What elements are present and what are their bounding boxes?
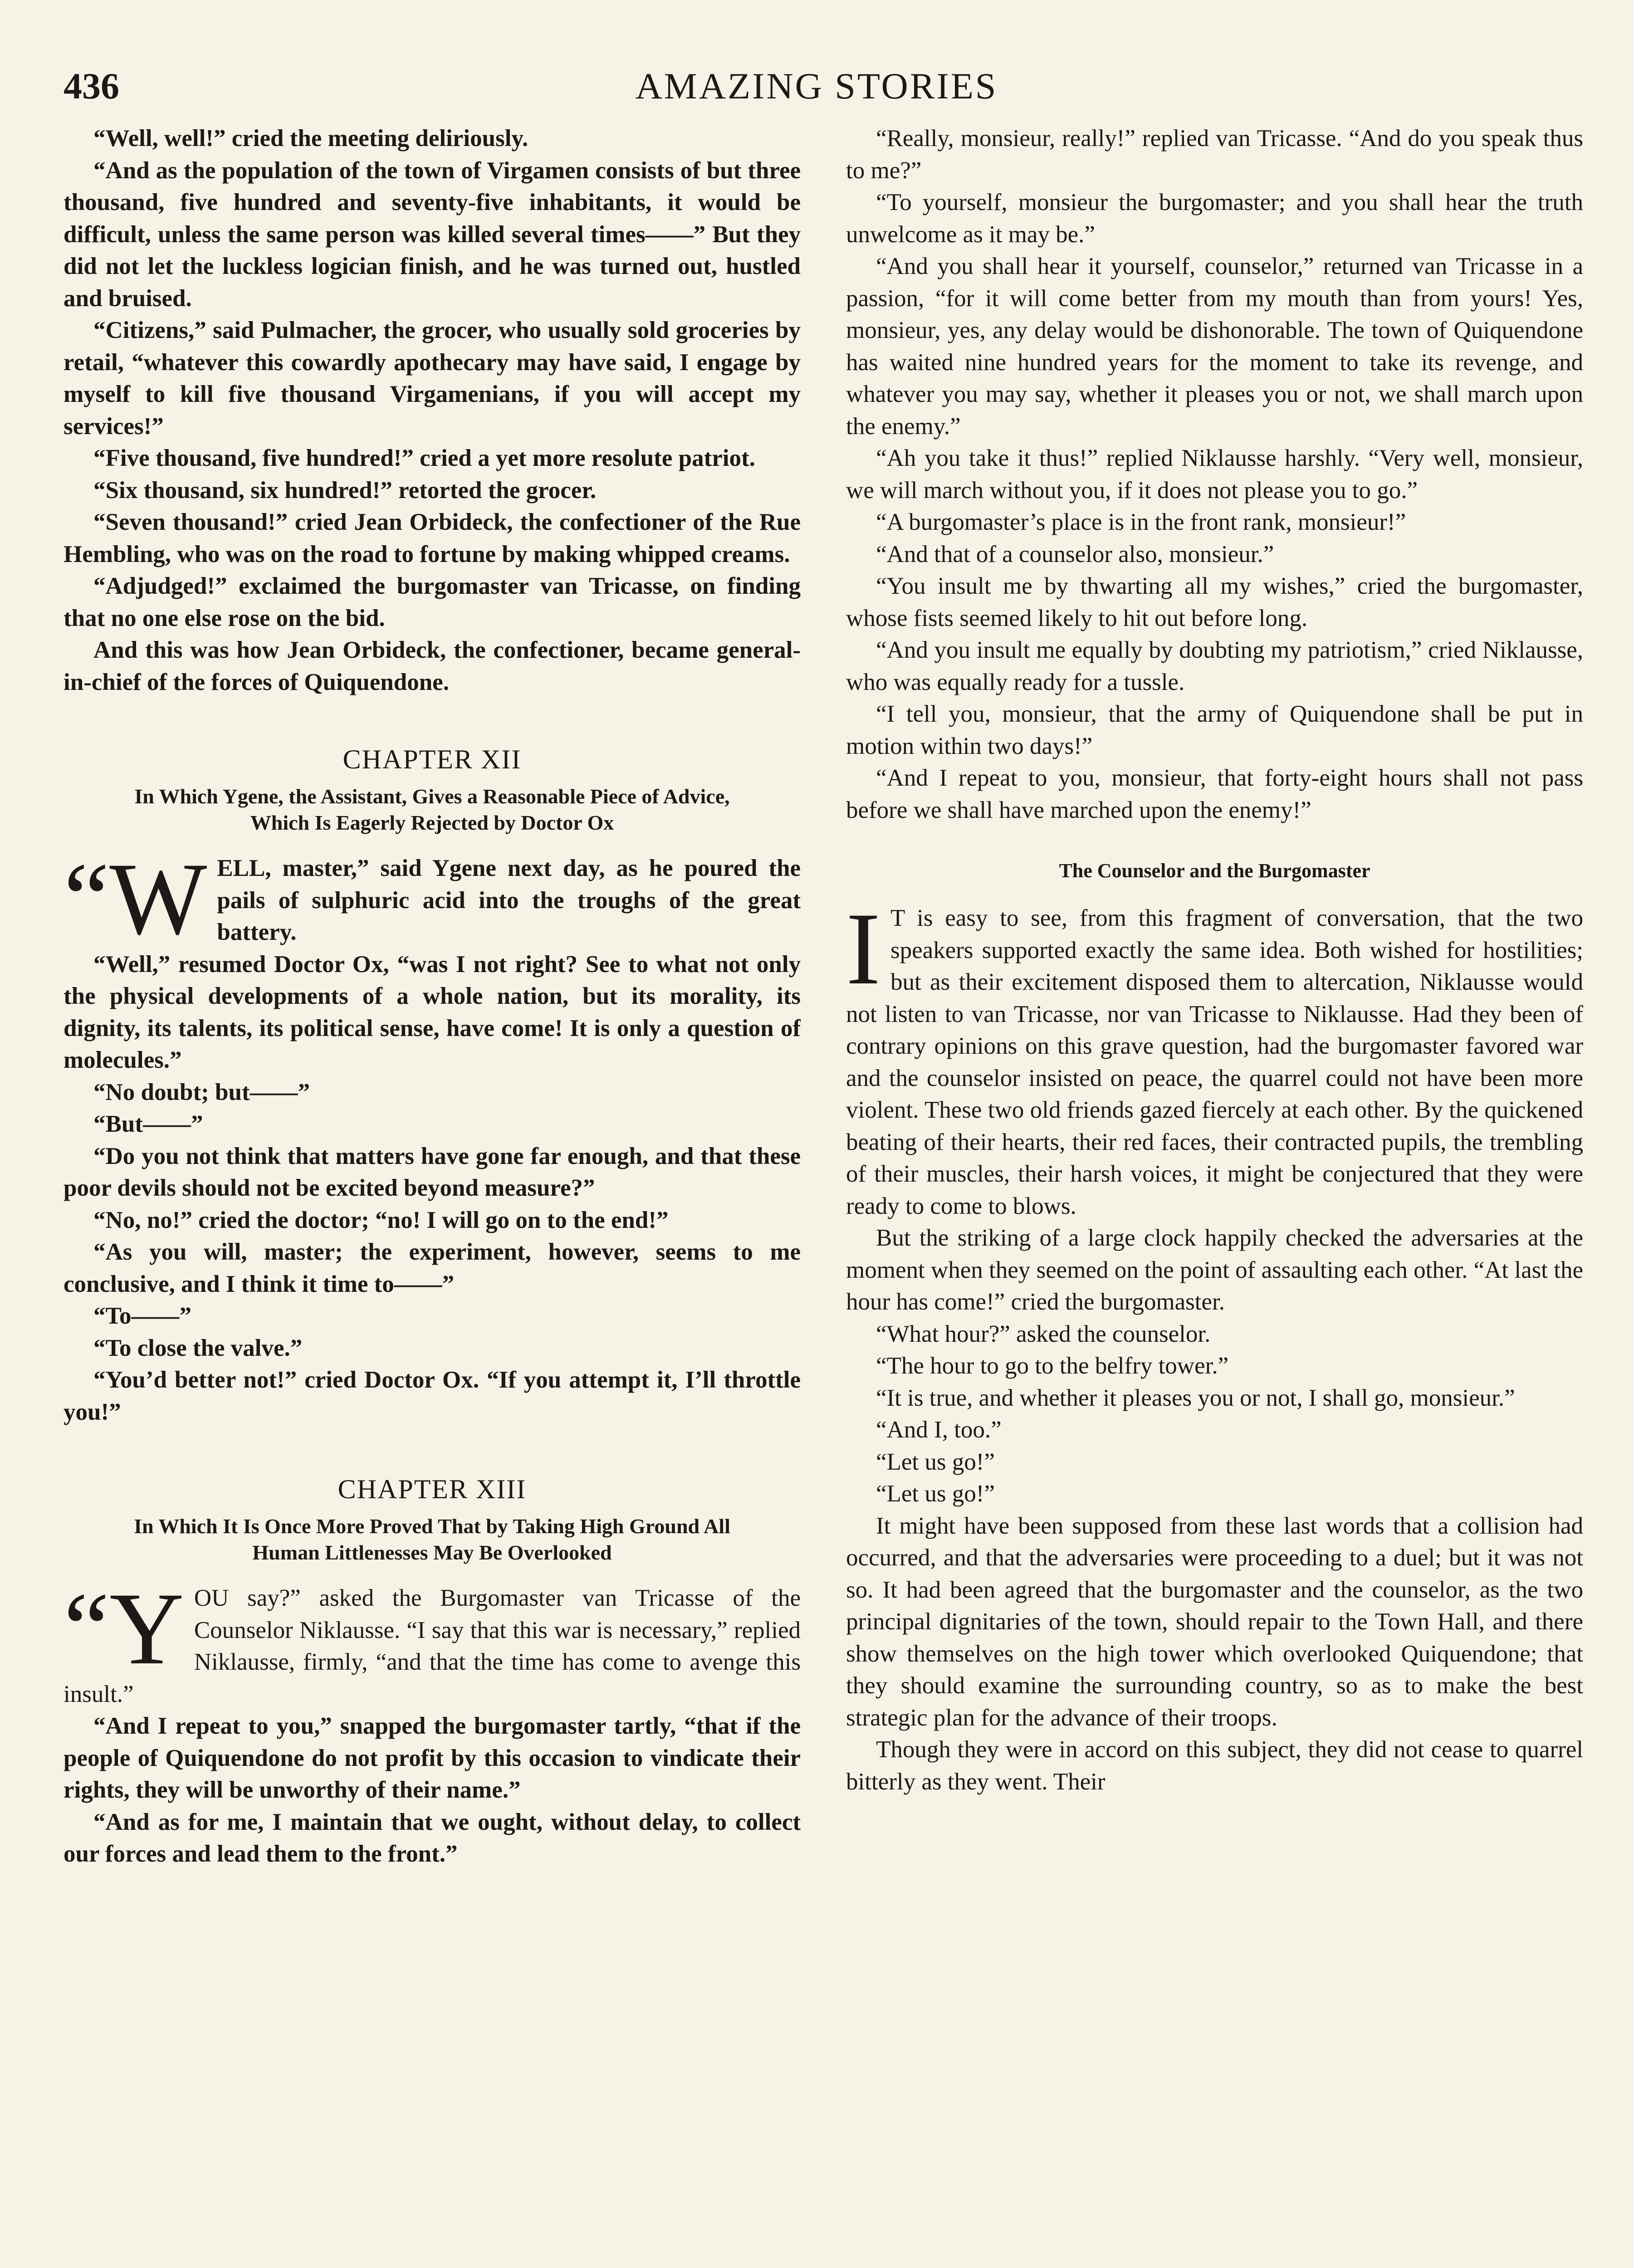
paragraph: “Ah you take it thus!” replied Niklausse harshly. “Very well, monsieur, we will march without you, if it does not please you to go.” — [846, 445, 1583, 503]
paragraph: “The hour to go to the belfry tower.” — [876, 1353, 1229, 1379]
paragraph-dropcap — [64, 842, 801, 956]
paragraph: “Well, well!” cried the meeting deliriously. — [93, 125, 528, 152]
page-number: 436 — [64, 65, 119, 107]
paragraph: Though they were in accord on this subject, they did not cease to quarrel bitterly as they went. Their — [846, 1736, 1583, 1795]
paragraph: “And as the population of the town of Virgamen consists of but three thousand, five hundred and seventy-five inhabitants, it would be difficult, unless the same person was killed several times——” But they did not let the luckless logician finish, and he was turned out, hustled and bruised. — [64, 157, 801, 312]
page-header — [50, 50, 1583, 122]
paragraph-text: OU say?” asked the Burgomaster van Tricasse of the Counselor Niklausse. “I say that this war is necessary,” replied Niklausse, firmly, “and that the time has come to avenge this insult.” — [64, 1585, 801, 1707]
paragraph: “You’d better not!” cried Doctor Ox. “If you attempt it, I’ll throttle you!” — [64, 1367, 801, 1425]
paragraph: “To close the valve.” — [93, 1334, 303, 1361]
paragraph: “Five thousand, five hundred!” cried a yet more resolute patriot. — [93, 445, 755, 471]
paragraph: “Do you not think that matters have gone far enough, and that these poor devils should not be excited beyond measure?” — [64, 1143, 801, 1201]
paragraph-text: T is easy to see, from this fragment of conversation, that the two speakers supported exactly the same idea. Both wished for hostilities; but as their excitement disposed them to altercation, Niklausse would not listen to van Tricasse, nor van Tricasse to Niklausse. Had they been of contrary opinions on this grave question, had the burgomaster favored war and the counselor insisted on peace, the quarrel could not have been more violent. These two old friends gazed fiercely at each other. By the quickened beating of their hearts, their red faces, their contracted pupils, the trembling of their muscles, their harsh voices, it might be conjectured that they were ready to come to blows. — [846, 905, 1583, 1219]
paragraph: “And I repeat to you, monsieur, that forty-eight hours shall not pass before we shall have marched upon the enemy!” — [846, 765, 1583, 823]
paragraph: “And I repeat to you,” snapped the burgomaster tartly, “that if the people of Quiquendone do not profit by this occasion to vindicate their rights, they will be unworthy of their name.” — [64, 1713, 801, 1803]
paragraph: “And as for me, I maintain that we ought, without delay, to collect our forces and lead them to the front.” — [64, 1809, 801, 1867]
paragraph-text: ELL, master,” said Ygene next day, as he poured the pails of sulphuric acid into the troughs of the great battery. — [217, 855, 801, 945]
paragraph: “To——” — [93, 1303, 191, 1329]
paragraph: And this was how Jean Orbideck, the confectioner, became general-in-chief of the forces of Quiquendone. — [64, 637, 801, 695]
paragraph: “Adjudged!” exclaimed the burgomaster van Tricasse, on finding that no one else rose on the bid. — [64, 573, 801, 631]
paragraph: “But——” — [93, 1111, 203, 1137]
paragraph: “I tell you, monsieur, that the army of Quiquendone shall be put in motion within two days!” — [846, 701, 1583, 759]
paragraph: “You insult me by thwarting all my wishes,” cried the burgomaster, whose fists seemed likely to hit out before long. — [846, 573, 1583, 631]
paragraph: “Let us go!” — [876, 1481, 995, 1507]
right-column — [846, 122, 1583, 2268]
paragraph: “It is true, and whether it pleases you or not, I shall go, monsieur.” — [876, 1384, 1515, 1411]
chapter-title: CHAPTER XIII — [338, 1474, 527, 1504]
paragraph: “No, no!” cried the doctor; “no! I will go on to the end!” — [93, 1207, 669, 1233]
paragraph: “And you shall hear it yourself, counselor,” returned van Tricasse in a passion, “for it will come better from my mouth than from yours! Yes, monsieur, yes, any delay would be dishonorable. The town of Quiquendone has waited nine hundred years for the moment to take its revenge, and whatever you may say, whether it pleases you or not, we shall march upon the enemy.” — [846, 253, 1583, 440]
drop-cap-letter: “W — [64, 842, 207, 956]
paragraph: “And you insult me equally by doubting my patriotism,” cried Niklausse, who was equally ready for a tussle. — [846, 637, 1583, 695]
paragraph: “Seven thousand!” cried Jean Orbideck, the confectioner of the Rue Hembling, who was on the road to fortune by making whipped creams. — [64, 509, 801, 567]
paragraph: “Really, monsieur, really!” replied van Tricasse. “And do you speak thus to me?” — [846, 125, 1583, 184]
paragraph: It might have been supposed from these last words that a collision had occurred, and that the adversaries were proceeding to a duel; but it was not so. It had been agreed that the burgomaster and the counselor, as the two principal dignitaries of the town, should repair to the Town Hall, and there show themselves on the high tower which overlooked Quiquendone; that they should examine the surrounding country, so as to make the best strategic plan for the advance of their troops. — [846, 1512, 1583, 1731]
paragraph: “Well,” resumed Doctor Ox, “was I not right? See to what not only the physical developments of a whole nation, but its morality, its dignity, its talents, its political sense, have come! It is only a question of molecules.” — [64, 951, 801, 1073]
text-columns — [64, 122, 1583, 2268]
paragraph: “And I, too.” — [876, 1417, 1002, 1443]
paragraph: “To yourself, monsieur the burgomaster; and you shall hear the truth unwelcome as it may be.” — [846, 189, 1583, 248]
chapter-subtitle: In Which It Is Once More Proved That by Taking High Ground All Human Littlenesses May Be Overlooked — [134, 1515, 730, 1564]
chapter-subtitle: In Which Ygene, the Assistant, Gives a Reasonable Piece of Advice, Which Is Eagerly Rejected by Doctor Ox — [134, 785, 730, 834]
paragraph: “Citizens,” said Pulmacher, the grocer, who usually sold groceries by retail, “whatever this cowardly apothecary may have said, I engage by myself to kill five thousand Virgamenians, if you will accept my services!” — [64, 317, 801, 440]
magazine-page — [50, 50, 1583, 2268]
left-column — [64, 122, 801, 2268]
paragraph: “A burgomaster’s place is in the front rank, monsieur!” — [876, 509, 1406, 535]
paragraph: “As you will, master; the experiment, however, seems to me conclusive, and I think it time to——” — [64, 1239, 801, 1297]
paragraph-dropcap — [846, 892, 1583, 1222]
paragraph: But the striking of a large clock happily checked the adversaries at the moment when they seemed on the point of assaulting each other. “At last the hour has come!” cried the burgomaster. — [846, 1225, 1583, 1315]
chapter-title: CHAPTER XII — [342, 744, 522, 774]
paragraph: “No doubt; but——” — [93, 1079, 310, 1105]
magazine-title: AMAZING STORIES — [635, 65, 998, 107]
paragraph: “Six thousand, six hundred!” retorted the grocer. — [93, 477, 597, 503]
drop-cap-letter: “Y — [64, 1572, 184, 1686]
paragraph: “Let us go!” — [876, 1448, 995, 1475]
paragraph-dropcap — [64, 1572, 801, 1710]
drop-cap-letter: I — [846, 892, 881, 1006]
section-heading: The Counselor and the Burgomaster — [1059, 860, 1370, 882]
paragraph: “And that of a counselor also, monsieur.” — [876, 541, 1274, 567]
paragraph: “What hour?” asked the counselor. — [876, 1320, 1211, 1347]
